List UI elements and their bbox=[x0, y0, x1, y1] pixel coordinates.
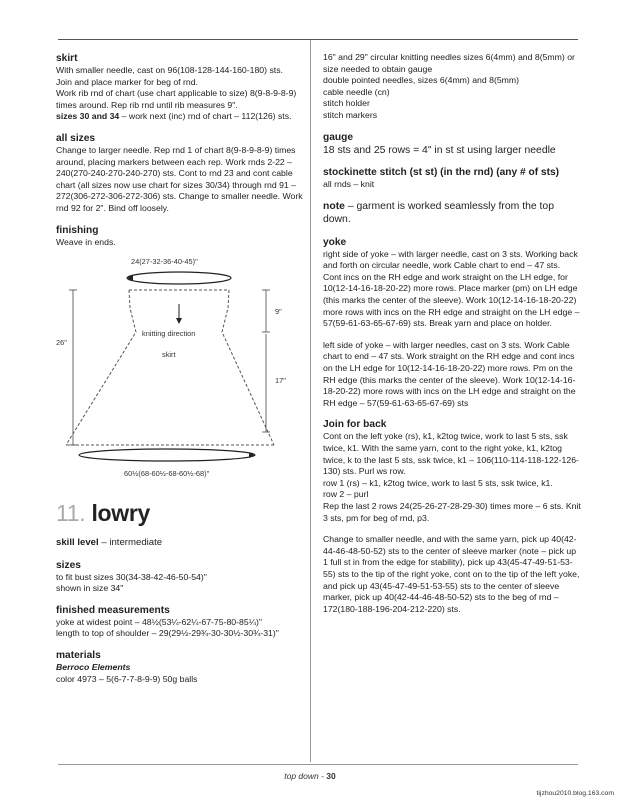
skirt-line: Join and place marker for beg of rnd. bbox=[56, 76, 198, 87]
yoke-paragraph: left side of yoke – with larger needles, cast on 3 sts. Work Cable chart to end – 47 sts. Work straight on the RH edge and cont incs on the LH edge for 10(12-14-16-18-20-22) more rows. Pm on the RH edge (this marks the center of the sleeve). Work 10(12-14-16-18-20-22) more rows with incs on the LH edge and straight on the RH edge – 57(59-61-63-65-67-69) sts bbox=[323, 339, 576, 408]
top-rule bbox=[58, 39, 578, 40]
knitting-direction-label: knitting direction bbox=[142, 329, 196, 339]
direction-arrowhead bbox=[176, 318, 182, 324]
materials-section bbox=[56, 649, 304, 685]
yarn-name: Berroco Elements bbox=[56, 662, 131, 672]
skirt-outline bbox=[66, 290, 136, 445]
pattern-number: 11. bbox=[56, 500, 86, 527]
join-paragraph: Change to smaller needle, and with the same yarn, pick up 40(42-44-46-48-50-52) sts to the center of sleeve marker (note – pick up 1 full st in from the edge for stability), pick up 43(45-47-49-51-53-55) sts to the tip of the right yoke, cont on to the tip of the left yoke, and pick up 43(45-47-49-51-53-55) sts to the center of sleeve marker, pick up 40(42-44-46-48-50-52) sts to the beg of rnd – 172(180-188-196-204-212-220) sts. bbox=[323, 534, 580, 614]
footer-section: top down - bbox=[284, 771, 327, 781]
skill-label: skill level bbox=[56, 537, 99, 549]
skirt-piece-label: skirt bbox=[162, 350, 176, 360]
sizes-heading: sizes bbox=[56, 559, 81, 571]
tool-item: double pointed needles, sizes 6(4mm) and 8(5mm) bbox=[323, 75, 520, 86]
skirt-line: Work rib rnd of chart (use chart applicable to size) 8(9-8-9-8-9) times around. Rep rib rnd until rib measures 9". bbox=[56, 88, 297, 110]
skill-level bbox=[56, 536, 304, 550]
skirt-line: With smaller needle, cast on 96(108-128-144-160-180) sts. bbox=[56, 65, 283, 75]
watermark: tijzhou2010.blog.163.com bbox=[536, 790, 614, 797]
measurement-line: length to top of shoulder – 29(29½-29¾-30-30½-30¾-31)" bbox=[56, 628, 279, 639]
finishing-heading: finishing bbox=[56, 224, 99, 236]
bottom-width-arrow bbox=[79, 449, 255, 461]
body-height-label: 17" bbox=[275, 376, 286, 386]
bottom-rule bbox=[58, 764, 578, 765]
join-row: row 1 (rs) – k1, k2tog twice, work to last 5 sts, ssk twice, k1. bbox=[323, 477, 553, 488]
length-label: 26" bbox=[56, 338, 67, 348]
skirt-section bbox=[56, 52, 304, 123]
sizes-section bbox=[56, 559, 304, 595]
finishing-text: Weave in ends. bbox=[56, 236, 116, 247]
finishing-section bbox=[56, 224, 304, 249]
note bbox=[323, 200, 583, 227]
note-text: – garment is worked seamlessly from the top down. bbox=[323, 200, 554, 226]
yoke-paragraph: right side of yoke – with larger needle, cast on 3 sts. Working back and forth on circular needle, work Cable chart to end – 47 sts. bbox=[323, 248, 578, 271]
schematic-drawing bbox=[56, 254, 304, 486]
sizes-text: – work next (inc) rnd of chart – 112(126) sts. bbox=[119, 111, 292, 122]
column-divider bbox=[310, 40, 311, 762]
yarn-color: color 4973 – 5(6-7-7-8-9-9) 50g balls bbox=[56, 673, 198, 684]
tool-item: stitch holder bbox=[323, 98, 370, 109]
tools-list bbox=[323, 52, 583, 122]
sizes-line: shown in size 34" bbox=[56, 583, 124, 594]
all-sizes-heading: all sizes bbox=[56, 132, 96, 144]
all-sizes-text: Change to larger needle. Rep rnd 1 of chart 8(9-8-9-8-9) times around, placing markers between each rep. Work rnds 2-22 – 240(270-240-270-240-270) sts. Cont to rnd 23 and cont cable chart (all sizes now use chart for sizes 30/34) through rnd 91 – 272(306-272-306-272-306) sts. Change to smaller needle. Work rnd 92 for 2". Bind off loosely. bbox=[56, 144, 303, 213]
stockinette-text: all rnds – knit bbox=[323, 179, 375, 190]
tool-item: 16" and 29" circular knitting needles sizes 6(4mm) and 8(5mm) or size needed to obtain gauge bbox=[323, 52, 575, 74]
gauge-text: 18 sts and 25 rows = 4" in st st using larger needle bbox=[323, 144, 556, 156]
gauge-section bbox=[323, 131, 583, 158]
skirt-schematic bbox=[56, 254, 304, 486]
measurements-heading: finished measurements bbox=[56, 604, 170, 616]
gauge-heading: gauge bbox=[323, 131, 354, 143]
note-label: note bbox=[323, 200, 345, 212]
pattern-title bbox=[56, 500, 304, 526]
pattern-name: lowry bbox=[91, 500, 151, 527]
skirt-sizes-line bbox=[56, 111, 304, 123]
stockinette-heading: stockinette stitch (st st) (in the rnd) (any # of sts) bbox=[323, 167, 560, 179]
finished-measurements-section bbox=[56, 604, 304, 640]
sizes-line: to fit bust sizes 30(34-38-42-46-50-54)" bbox=[56, 571, 207, 582]
right-column bbox=[323, 52, 583, 615]
join-heading: Join for back bbox=[323, 419, 387, 431]
bottom-arrowhead bbox=[249, 452, 255, 458]
top-width-arrow bbox=[127, 272, 231, 284]
tool-item: stitch markers bbox=[323, 109, 378, 120]
left-column bbox=[56, 52, 304, 685]
skill-value: – intermediate bbox=[98, 537, 163, 549]
skirt-heading: skirt bbox=[56, 53, 78, 64]
join-paragraph: Cont on the left yoke (rs), k1, k2tog twice, work to last 5 sts, ssk twice, k1. With the same yarn, cont to the right yoke, k1, k2tog twice, k to the last 5 sts, ssk twice, k1 – 106(110-114-118-122-126-130) sts. Purl ws row. bbox=[323, 431, 579, 477]
tool-item: cable needle (cn) bbox=[323, 86, 390, 97]
yoke-paragraph: Cont incs on the RH edge and work straight on the LH edge, for 10(12-14-16-18-20-22) more rows. Place marker (pm) on LH edge (this marks the center of the sleeve). Work 10(12-14-16-18-20-22) more rows with incs on the RH edge and straight on the LH edge – 57(59-61-63-65-67-69) sts. Break yarn and place on holder. bbox=[323, 271, 580, 329]
page-footer bbox=[0, 771, 620, 781]
measurement-line: yoke at widest point – 48½(53¼-62¼-67-75-80-85¼)" bbox=[56, 616, 262, 627]
rib-height-label: 9" bbox=[275, 307, 282, 317]
stockinette-section bbox=[323, 166, 583, 191]
materials-heading: materials bbox=[56, 650, 101, 661]
page-number: 30 bbox=[326, 771, 336, 781]
yoke-heading: yoke bbox=[323, 236, 347, 248]
join-row: row 2 – purl bbox=[323, 489, 369, 500]
yoke-section bbox=[323, 236, 583, 410]
bottom-width-label: 60½(68-60½-68-60½-68)" bbox=[124, 469, 210, 479]
top-width-label: 24(27-32-36-40-45)" bbox=[131, 257, 198, 267]
join-repeat: Rep the last 2 rows 24(25-26-27-28-29-30) times more – 6 sts. Knit 3 sts, pm for beg of rnd, p3. bbox=[323, 500, 581, 523]
sizes-bold-label: sizes 30 and 34 bbox=[56, 111, 120, 122]
all-sizes-section bbox=[56, 132, 304, 215]
join-section bbox=[323, 418, 583, 615]
